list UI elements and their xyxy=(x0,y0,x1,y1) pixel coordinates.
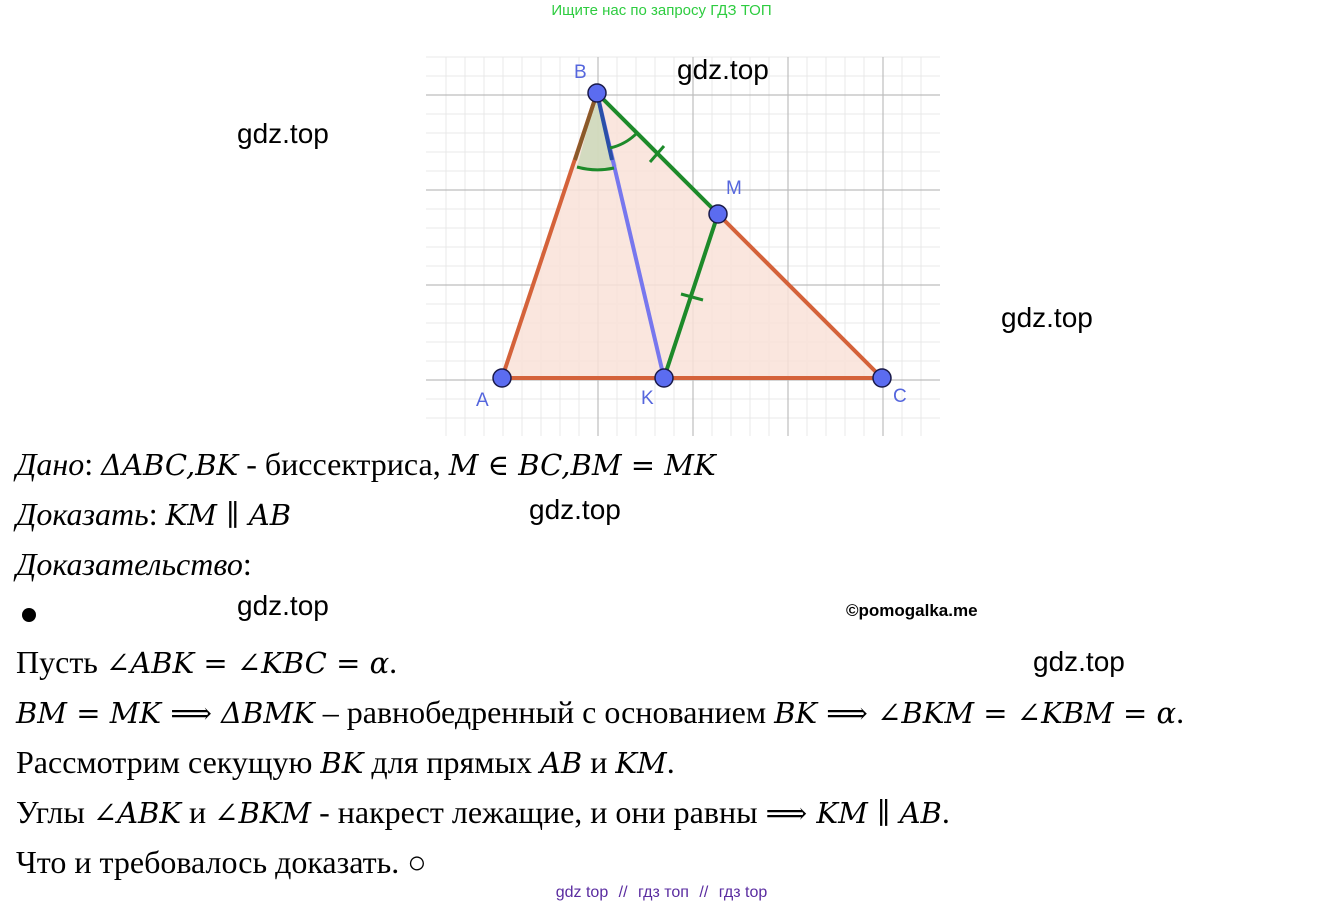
proof-math: ∠BKM xyxy=(214,796,312,830)
proof-text: Рассмотрим секущую xyxy=(16,744,321,780)
prove-line xyxy=(16,496,291,533)
given-text: - биссектриса, xyxy=(238,446,449,482)
point-m xyxy=(709,205,727,223)
proof-line-4 xyxy=(16,794,950,831)
proof-text: для прямых xyxy=(363,744,540,780)
label-m: M xyxy=(726,178,742,199)
proof-text: – равнобедренный с основанием xyxy=(314,694,775,730)
proof-math: BK xyxy=(320,746,364,780)
watermark: gdz.top xyxy=(237,118,329,149)
triangle-figure xyxy=(420,50,950,440)
proof-heading xyxy=(16,546,252,583)
point-c xyxy=(873,369,891,387)
footer-links xyxy=(0,884,1323,902)
footer-separator: // xyxy=(699,884,709,901)
proof-text: . xyxy=(941,794,950,830)
proof-math: ⟹ KM ∥ AB xyxy=(765,796,942,830)
proof-math: ∠ABK = ∠KBC = α xyxy=(105,646,390,680)
given-label: Дано xyxy=(16,446,85,482)
watermark: gdz.top xyxy=(237,590,329,621)
proof-label: Доказательство xyxy=(16,546,243,582)
proof-math: AB xyxy=(539,746,583,780)
label-k: K xyxy=(641,388,654,409)
proof-line-3 xyxy=(16,744,675,781)
given-triangle: ΔABC,BK xyxy=(101,448,239,482)
watermark: gdz.top xyxy=(677,54,769,85)
proof-text: . xyxy=(666,744,675,780)
point-b xyxy=(588,84,606,102)
watermark: gdz.top xyxy=(1001,302,1093,333)
proof-text: и xyxy=(181,794,215,830)
proof-math: KM xyxy=(615,746,667,780)
proof-math: BM = MK ⟹ ΔBMK xyxy=(16,696,315,730)
search-hint[interactable]: Ищите нас по запросу ГДЗ ТОП xyxy=(551,2,772,19)
prove-statement: KM ∥ AB xyxy=(165,498,292,532)
prove-sep: : xyxy=(148,496,166,532)
label-c: C xyxy=(893,386,907,407)
bullet-icon xyxy=(22,608,36,622)
proof-line-2 xyxy=(16,694,1184,731)
given-condition: M ∈ BC,BM = MK xyxy=(448,448,716,482)
prove-label: Доказать xyxy=(16,496,149,532)
watermark: gdz.top xyxy=(529,494,621,525)
proof-text: . xyxy=(1176,694,1185,730)
copyright: ©pomogalka.me xyxy=(846,601,978,620)
proof-text: Углы xyxy=(16,794,93,830)
proof-text: . xyxy=(389,644,398,680)
footer-link[interactable]: gdz top xyxy=(555,884,609,901)
proof-text: Пусть xyxy=(16,644,106,680)
label-a: A xyxy=(476,390,489,411)
proof-conclusion: Что и требовалось доказать. ○ xyxy=(16,844,427,880)
point-a xyxy=(493,369,511,387)
triangle-fill xyxy=(502,93,882,378)
footer-separator: // xyxy=(618,884,628,901)
proof-math: ∠ABK xyxy=(92,796,182,830)
proof-sep: : xyxy=(242,546,252,582)
given-sep: : xyxy=(84,446,102,482)
point-k xyxy=(655,369,673,387)
proof-math: BK ⟹ ∠BKM = ∠KBM = α xyxy=(774,696,1177,730)
proof-text: - накрест лежащие, и они равны xyxy=(311,794,766,830)
footer-link[interactable]: гдз top xyxy=(718,884,768,901)
given-line xyxy=(16,446,716,483)
watermark: gdz.top xyxy=(1033,646,1125,677)
proof-line-1 xyxy=(16,644,397,681)
footer-link[interactable]: гдз топ xyxy=(638,884,689,901)
proof-line-5 xyxy=(16,844,427,881)
label-b: B xyxy=(574,62,587,83)
proof-text: и xyxy=(582,744,616,780)
